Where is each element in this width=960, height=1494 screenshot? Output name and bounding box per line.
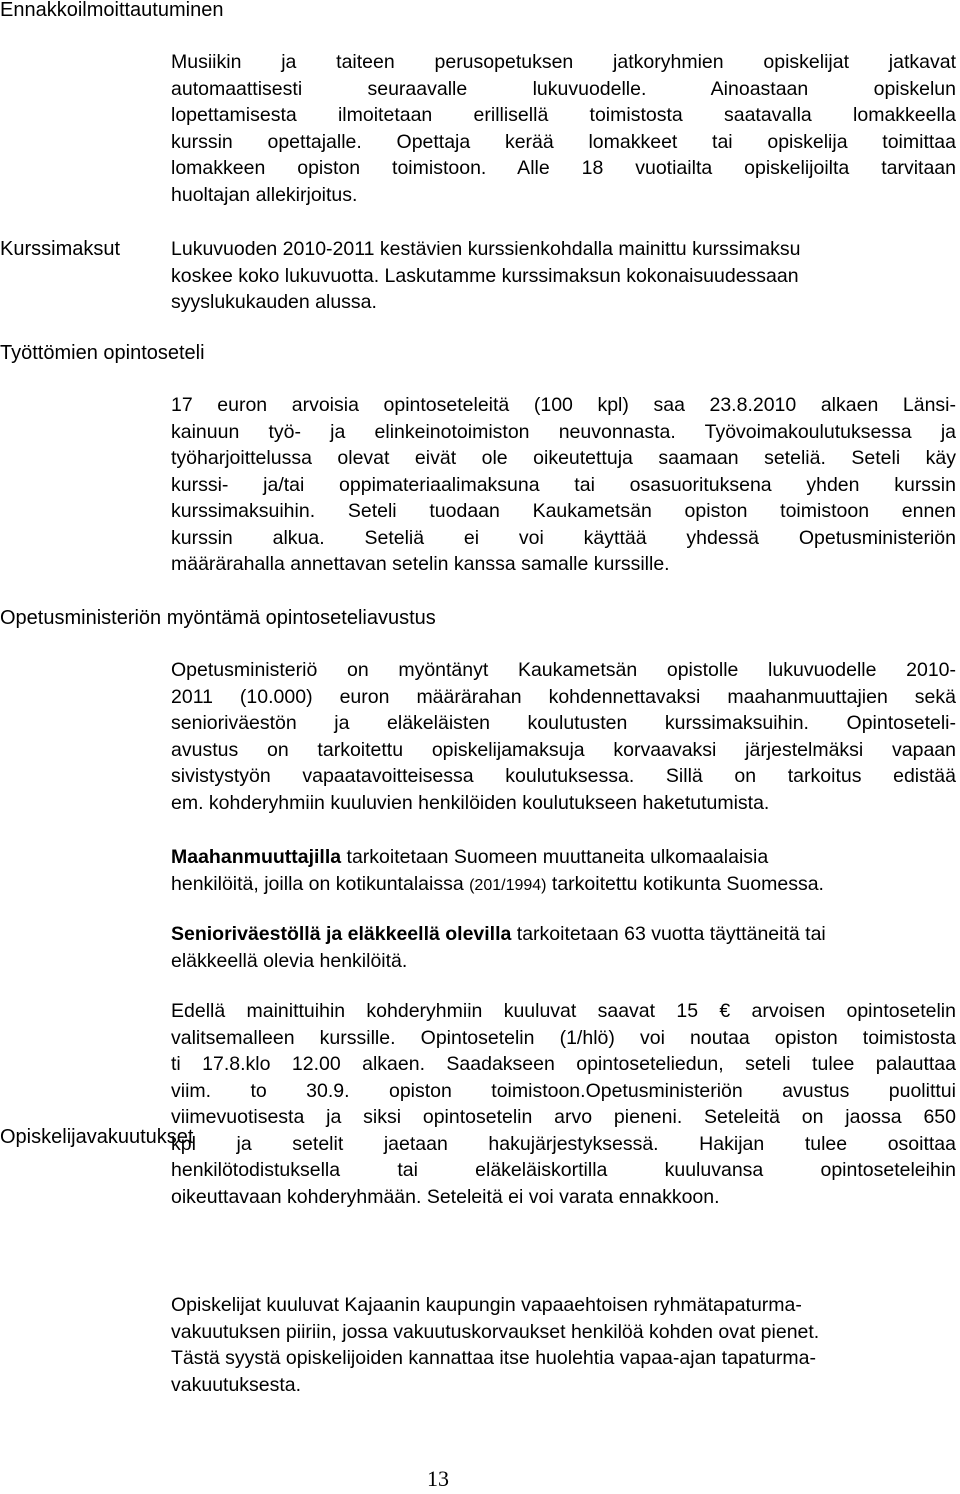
text-line: Tästä syystä opiskelijoiden kannattaa itse huolehtia vapaa-ajan tapaturma- xyxy=(171,1347,816,1369)
text-line: automaattisesti seuraavalle lukuvuodelle. Ainoastaan opiskelun xyxy=(171,77,956,100)
paragraph-seniorivaesto xyxy=(171,921,956,974)
text-line: senioriväestön ja eläkeläisten koulutusten kurssimaksuihin. Opintoseteli- xyxy=(171,712,956,734)
text-fragment: henkilöitä, joilla on kotikuntalaissa xyxy=(171,872,470,895)
paragraph-maahanmuuttajat xyxy=(171,844,956,899)
heading-tyottomien-opintoseteli: Työttömien opintoseteli xyxy=(0,342,205,364)
heading-ennakkoilmoittautuminen: Ennakkoilmoittautuminen xyxy=(0,0,224,21)
paragraph-kurssimaksut xyxy=(171,236,956,316)
text-line: avustus on tarkoitettu opiskelijamaksuja korvaavaksi järjestelmäksi vapaan xyxy=(171,738,956,761)
text-line: sivistystyön vapaatavoitteisessa koulutuksessa. Sillä on tarkoitus edistää xyxy=(171,765,956,787)
text-line: vakuutuksen piiriin, jossa vakuutuskorvaukset henkilöä kohden ovat pienet. xyxy=(171,1320,820,1343)
law-reference: (201/1994) xyxy=(469,876,547,894)
text-fragment: tarkoitetaan Suomeen muuttaneita ulkomaalaisia xyxy=(341,846,769,868)
text-line: huoltajan allekirjoitus. xyxy=(171,183,358,206)
text-line: Edellä mainittuihin kohderyhmiin kuuluvat saavat 15 € arvoisen opintosetelin xyxy=(171,1000,956,1022)
text-line: Musiikin ja taiteen perusopetuksen jatkoryhmien opiskelijat jatkavat xyxy=(171,51,956,73)
text-line: kainuun työ- ja elinkeinotoimiston neuvonnasta. Työvoimakoulutuksessa ja xyxy=(171,420,956,443)
text-line: syyslukukauden alussa. xyxy=(171,291,377,313)
text-line xyxy=(171,844,956,871)
text-line: oikeuttavaan kohderyhmään. Seteleitä ei voi varata ennakkoon. xyxy=(171,1185,720,1208)
bold-term: Senioriväestöllä ja eläkkeellä olevilla xyxy=(171,923,512,945)
paragraph-opiskelijavakuutukset xyxy=(171,1292,956,1398)
heading-kurssimaksut: Kurssimaksut xyxy=(0,238,121,260)
text-line: kurssin alkua. Seteliä ei voi käyttää yhdessä Opetusministeriön xyxy=(171,526,956,549)
text-line: kurssimaksuihin. Seteli tuodaan Kaukametsän opiston toimistoon ennen xyxy=(171,500,956,522)
paragraph-kohderyhmat-seteli xyxy=(171,998,956,1210)
paragraph-ennakkoilmoittautuminen xyxy=(171,49,956,208)
text-line: Opetusministeriö on myöntänyt Kaukametsän opistolle lukuvuodelle 2010- xyxy=(171,659,956,681)
text-line: valitsemalleen kurssille. Opintosetelin (1/hlö) voi noutaa opiston toimistosta xyxy=(171,1026,956,1049)
text-line: henkilötodistuksella tai eläkeläiskortilla kuuluvansa opintoseteleihin xyxy=(171,1159,956,1181)
text-line: kurssi- ja/tai oppimateriaalimaksuna tai osasuorituksena yhden kurssin xyxy=(171,473,956,496)
text-line: viim. to 30.9. opiston toimistoon.Opetusministeriön avustus puolittui xyxy=(171,1079,956,1102)
text-line: koskee koko lukuvuotta. Laskutamme kurssimaksun kokonaisuudessaan xyxy=(171,264,799,287)
heading-opintoseteliavustus: Opetusministeriön myöntämä opintoseteliavustus xyxy=(0,607,436,629)
text-line: ti 17.8.klo 12.00 alkaen. Saadakseen opintoseteliedun, seteli tulee palauttaa xyxy=(171,1053,956,1075)
paragraph-opintoseteliavustus xyxy=(171,657,956,816)
text-line: kpl ja setelit jaetaan hakujärjestyksessä. Hakijan tulee osoittaa xyxy=(171,1132,956,1155)
text-fragment: tarkoitettu kotikunta Suomessa. xyxy=(546,872,824,895)
text-fragment: tarkoitetaan 63 vuotta täyttäneitä tai xyxy=(511,923,826,945)
text-line: lomakkeen opiston toimistoon. Alle 18 vuotiailta opiskelijoilta tarvitaan xyxy=(171,157,956,179)
text-line: Opiskelijat kuuluvat Kajaanin kaupungin vapaaehtoisen ryhmätapaturma- xyxy=(171,1294,802,1316)
text-line: vakuutuksesta. xyxy=(171,1373,302,1396)
text-line xyxy=(171,871,956,900)
text-line: työharjoittelussa olevat eivät ole oikeutettuja saamaan seteliä. Seteli käy xyxy=(171,447,956,469)
heading-opiskelijavakuutukset: Opiskelijavakuutukset xyxy=(0,1126,194,1148)
text-line: 2011 (10.000) euron määrärahan kohdennettavaksi maahanmuuttajien sekä xyxy=(171,685,956,708)
text-line xyxy=(171,921,956,948)
page-number: 13 xyxy=(427,1466,449,1491)
paragraph-tyottomien-opintoseteli xyxy=(171,392,956,578)
text-line: 17 euron arvoisia opintoseteleitä (100 kpl) saa 23.8.2010 alkaen Länsi- xyxy=(171,394,956,416)
text-line: em. kohderyhmiin kuuluvien henkilöiden koulutukseen haketutumista. xyxy=(171,791,770,814)
text-line: lopettamisesta ilmoitetaan erillisellä toimistosta saatavalla lomakkeella xyxy=(171,104,956,126)
text-line: Lukuvuoden 2010-2011 kestävien kurssienkohdalla mainittu kurssimaksu xyxy=(171,238,801,260)
text-line: eläkkeellä olevia henkilöitä. xyxy=(171,949,408,972)
text-line: määrärahalla annettavan setelin kanssa samalle kurssille. xyxy=(171,553,670,575)
text-line: viimevuotisesta ja siksi opintosetelin arvo pieneni. Seteleitä on jaossa 650 xyxy=(171,1106,956,1128)
text-line: kurssin opettajalle. Opettaja kerää lomakkeet tai opiskelija toimittaa xyxy=(171,130,956,153)
bold-term: Maahanmuuttajilla xyxy=(171,846,342,868)
